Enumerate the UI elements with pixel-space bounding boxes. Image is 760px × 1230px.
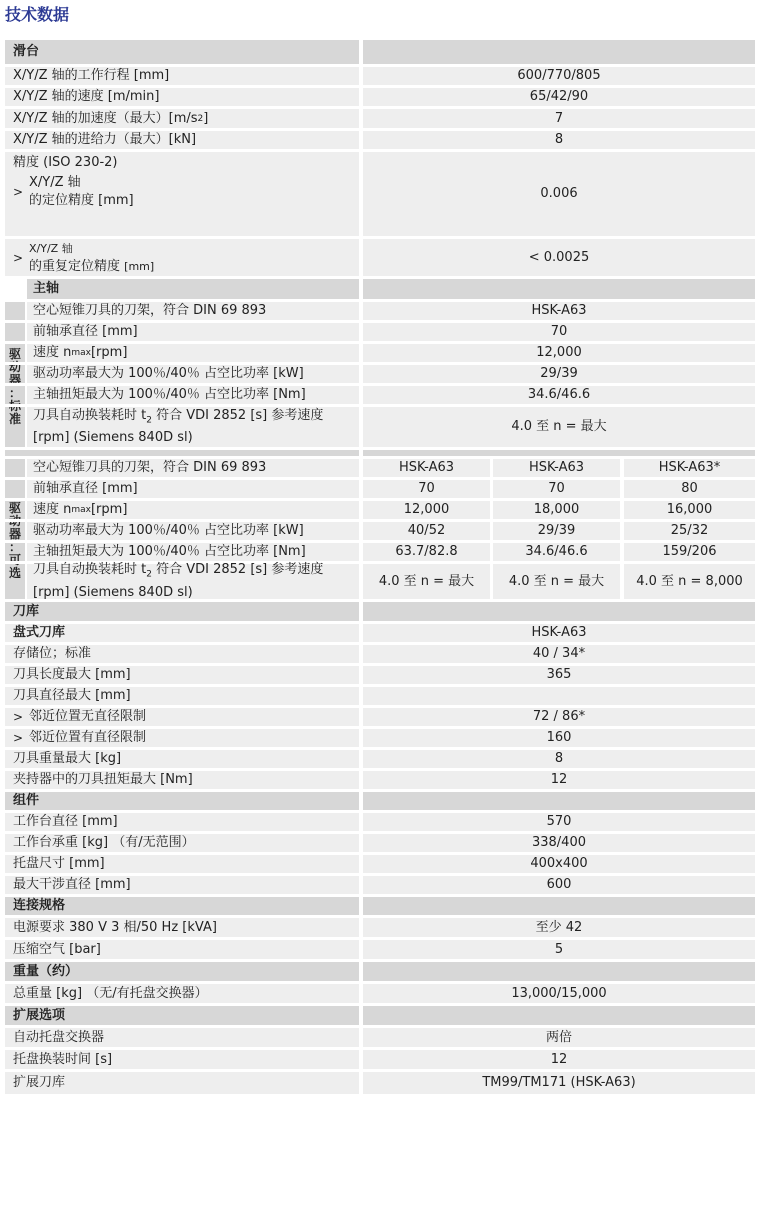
spec-value: 338/400 <box>363 834 755 852</box>
spec-value: 两倍 <box>363 1028 755 1047</box>
spec-value: 13,000/15,000 <box>363 984 755 1003</box>
tool-change-label-subscript: 2 <box>146 415 152 426</box>
precision-group <box>0 152 760 236</box>
spec-value: 12 <box>363 1050 755 1069</box>
section-title: 扩展选项 <box>5 1006 359 1025</box>
spec-row <box>0 729 760 750</box>
spec-row <box>0 302 760 323</box>
spec-label: 刀具长度最大 [mm] <box>5 666 359 684</box>
band-char: 驱 <box>8 500 21 515</box>
spec-label: 前轴承直径 [mm] <box>27 323 359 341</box>
spec-label <box>5 708 359 726</box>
spec-row <box>0 771 760 792</box>
spec-row <box>0 940 760 962</box>
spec-value: 8 <box>363 131 755 149</box>
spec-value: 63.7/82.8 <box>363 543 490 561</box>
spec-row <box>0 645 760 666</box>
spindle-optional-group <box>0 459 760 602</box>
band-char: 选 <box>8 565 21 580</box>
spec-label <box>5 239 359 276</box>
precision-value-empty <box>363 152 755 174</box>
spec-value: 29/39 <box>493 522 620 540</box>
tool-change-label-a: 刀具自动换装耗时 t <box>33 562 147 578</box>
spec-value: 159/206 <box>624 543 755 561</box>
spec-row <box>0 67 760 88</box>
section-header-components <box>0 792 760 813</box>
spec-label: X/Y/Z 轴的进给力（最大）[kN] <box>5 131 359 149</box>
spec-value: HSK-A63 <box>363 302 755 320</box>
section-value-empty <box>363 279 755 299</box>
spec-row <box>0 918 760 940</box>
spec-label: X/Y/Z 轴的工作行程 [mm] <box>5 67 359 85</box>
spec-label: 驱动功率最大为 100％/40％ 占空比功率 [kW] <box>27 365 359 383</box>
spec-value: 600/770/805 <box>363 67 755 85</box>
spec-row <box>0 876 760 897</box>
spec-row <box>0 1050 760 1072</box>
spec-label: 前轴承直径 [mm] <box>27 480 359 498</box>
spec-value-empty <box>363 687 755 705</box>
section-value-empty <box>363 602 755 621</box>
spec-label: 刀具重量最大 [kg] <box>5 750 359 768</box>
spec-label <box>27 407 359 447</box>
spec-row <box>0 1028 760 1050</box>
section-value-empty <box>363 792 755 810</box>
positioning-label-line1: X/Y/Z 轴 <box>29 175 81 190</box>
spec-label: 刀具直径最大 [mm] <box>5 687 359 705</box>
tool-change-label-a: 刀具自动换装耗时 t <box>33 407 147 423</box>
band-char: 准 <box>8 412 21 426</box>
section-title: 重量（约） <box>5 962 359 981</box>
spec-value: 29/39 <box>363 365 755 383</box>
spec-label: 存储位；标准 <box>5 645 359 663</box>
chevron-right-icon: > <box>13 185 24 199</box>
spec-value: 4.0 至 n = 最大 <box>363 564 490 599</box>
spec-label: 主轴扭矩最大为 100％/40％ 占空比功率 [Nm] <box>27 543 359 561</box>
chevron-right-icon: > <box>13 731 24 745</box>
spec-label <box>27 344 359 362</box>
band-char: 器 <box>8 373 21 387</box>
speed-label-subscript: max <box>71 348 91 358</box>
accel-label-close: ] <box>203 110 209 126</box>
spec-label: 自动托盘交换器 <box>5 1028 359 1047</box>
spec-row <box>0 855 760 876</box>
spec-label: 托盘尺寸 [mm] <box>5 855 359 873</box>
precision-label: 精度 (ISO 230-2) <box>13 155 118 170</box>
spec-row <box>0 708 760 729</box>
divider-right <box>363 450 755 456</box>
spec-row <box>0 131 760 152</box>
spec-label: 空心短锥刀具的刀架，符合 DIN 69 893 <box>27 302 359 320</box>
speed-label-unit: [rpm] <box>90 345 128 360</box>
spindle-standard-group <box>0 302 760 447</box>
spec-label: 工作台直径 [mm] <box>5 813 359 831</box>
spec-row <box>0 834 760 855</box>
spec-value: 72 / 86* <box>363 708 755 726</box>
spec-value: 70 <box>363 323 755 341</box>
spec-value: 80 <box>624 480 755 498</box>
spec-value: HSK-A63 <box>363 624 755 642</box>
chevron-right-icon: > <box>13 710 24 724</box>
spec-label: 盘式刀库 <box>5 624 359 642</box>
spec-row <box>0 88 760 109</box>
spec-label <box>5 729 359 747</box>
spec-label: 托盘换装时间 [s] <box>5 1050 359 1069</box>
spec-row <box>0 459 760 480</box>
spec-row <box>0 480 760 501</box>
divider-left <box>5 450 359 456</box>
band-char: ： <box>8 386 21 400</box>
spec-value: 600 <box>363 876 755 894</box>
spec-label: 夹持器中的刀具扭矩最大 [Nm] <box>5 771 359 789</box>
band-char: ： <box>8 539 21 554</box>
spec-row <box>0 624 760 645</box>
spec-value: 7 <box>363 109 755 128</box>
spec-value: 25/32 <box>624 522 755 540</box>
spec-value: TM99/TM171 (HSK-A63) <box>363 1072 755 1094</box>
spec-value: 570 <box>363 813 755 831</box>
section-title: 主轴 <box>27 279 359 299</box>
chevron-right-icon: > <box>13 250 24 265</box>
section-header-slide <box>0 40 760 67</box>
spec-value: 0.006 <box>540 186 578 201</box>
spec-value: 16,000 <box>624 501 755 519</box>
band-char: 标 <box>8 399 21 413</box>
spec-value: 365 <box>363 666 755 684</box>
section-title: 连接规格 <box>5 897 359 915</box>
spec-row <box>0 813 760 834</box>
tool-change-label-subscript: 2 <box>146 569 152 580</box>
spec-value: HSK-A63 <box>363 459 490 477</box>
spec-value: 40 / 34* <box>363 645 755 663</box>
spec-table <box>0 40 760 1094</box>
section-value-empty <box>363 962 755 981</box>
section-title: 组件 <box>5 792 359 810</box>
repeatability-label-line2: 的重复定位精度 <box>29 258 121 274</box>
spec-row <box>0 750 760 771</box>
section-header-connection <box>0 897 760 918</box>
section-title: 滑台 <box>5 40 359 64</box>
spec-value: 160 <box>363 729 755 747</box>
section-header-magazine <box>0 602 760 624</box>
spec-label: 主轴扭矩最大为 100％/40％ 占空比功率 [Nm] <box>27 386 359 404</box>
tool-change-label-b: 符合 VDI 2852 [s] 参考速度 <box>151 407 324 423</box>
spec-value: 34.6/46.6 <box>493 543 620 561</box>
spec-value: 12 <box>363 771 755 789</box>
spec-value: 4.0 至 n = 最大 <box>363 407 755 447</box>
spec-label <box>27 501 359 519</box>
repeatability-label-line1: X/Y/Z 轴 <box>29 241 73 255</box>
section-value-empty <box>363 40 755 64</box>
spec-row <box>0 1072 760 1094</box>
spec-value: 12,000 <box>363 501 490 519</box>
accel-label-exponent: 2 <box>197 113 204 124</box>
spec-row <box>0 984 760 1006</box>
spec-value: 至少 42 <box>363 918 755 937</box>
section-header-spindle <box>0 279 760 302</box>
spec-value: < 0.0025 <box>363 239 755 276</box>
spec-label: 空心短锥刀具的刀架，符合 DIN 69 893 <box>27 459 359 477</box>
group-divider <box>0 447 760 459</box>
spec-row <box>0 323 760 344</box>
spec-row <box>0 239 760 279</box>
spec-value: 34.6/46.6 <box>363 386 755 404</box>
spec-row <box>0 386 760 407</box>
spec-label <box>5 109 359 128</box>
tool-change-label-b: 符合 VDI 2852 [s] 参考速度 <box>151 562 324 578</box>
band-char: 驱 <box>8 347 21 361</box>
spec-row <box>0 407 760 447</box>
band-char: 动 <box>8 360 21 374</box>
speed-label-unit: [rpm] <box>90 502 128 517</box>
spec-value: 18,000 <box>493 501 620 519</box>
precision-values <box>363 152 755 236</box>
spec-label: 工作台承重 [kg] （有/无范围） <box>5 834 359 852</box>
spec-row <box>0 501 760 522</box>
speed-label-text: 速度 n <box>33 502 72 517</box>
spec-value: 40/52 <box>363 522 490 540</box>
band-char: 可 <box>8 552 21 567</box>
spec-row <box>0 365 760 386</box>
section-value-empty <box>363 897 755 915</box>
spec-row <box>0 344 760 365</box>
spec-label: 最大干涉直径 [mm] <box>5 876 359 894</box>
spec-label <box>27 564 359 599</box>
accel-label-text: X/Y/Z 轴的加速度（最大）[m/s <box>13 110 198 126</box>
positioning-label-line2: 的定位精度 [mm] <box>29 193 134 208</box>
spec-value: 8 <box>363 750 755 768</box>
section-header-weight <box>0 962 760 984</box>
spec-value: HSK-A63* <box>624 459 755 477</box>
page-title: 技术数据 <box>5 5 70 24</box>
positioning-label <box>13 172 359 212</box>
spec-label: 驱动功率最大为 100％/40％ 占空比功率 [kW] <box>27 522 359 540</box>
spec-value: 70 <box>493 480 620 498</box>
section-value-empty <box>363 1006 755 1025</box>
free-position-label: 邻近位置无直径限制 <box>29 709 147 724</box>
spec-row <box>0 666 760 687</box>
spec-row <box>0 564 760 602</box>
spec-value: 4.0 至 n = 最大 <box>493 564 620 599</box>
spec-label: 压缩空气 [bar] <box>5 940 359 959</box>
spec-value: 70 <box>363 480 490 498</box>
repeatability-label-unit: [mm] <box>124 259 155 273</box>
spec-label <box>5 152 359 236</box>
spec-label: 总重量 [kg] （无/有托盘交换器） <box>5 984 359 1003</box>
speed-label-text: 速度 n <box>33 345 72 360</box>
section-title: 刀库 <box>5 602 359 621</box>
spec-row <box>0 522 760 543</box>
limited-position-label: 邻近位置有直径限制 <box>29 730 147 745</box>
spec-row <box>0 687 760 708</box>
spec-row <box>0 109 760 131</box>
spec-label: X/Y/Z 轴的速度 [m/min] <box>5 88 359 106</box>
spec-label: 扩展刀库 <box>5 1072 359 1094</box>
band-char: 器 <box>8 526 21 541</box>
band-char: 动 <box>8 513 21 528</box>
speed-label-subscript: max <box>71 505 91 515</box>
section-header-options <box>0 1006 760 1028</box>
spec-value: 4.0 至 n = 8,000 <box>624 564 755 599</box>
tool-change-label-line2: [rpm] (Siemens 840D sl) <box>33 430 193 446</box>
spec-value: 12,000 <box>363 344 755 362</box>
spec-value: HSK-A63 <box>493 459 620 477</box>
spec-label: 电源要求 380 V 3 相/50 Hz [kVA] <box>5 918 359 937</box>
spec-value: 5 <box>363 940 755 959</box>
tool-change-label-line2: [rpm] (Siemens 840D sl) <box>33 584 193 600</box>
spec-value: 400x400 <box>363 855 755 873</box>
spec-value: 65/42/90 <box>363 88 755 106</box>
